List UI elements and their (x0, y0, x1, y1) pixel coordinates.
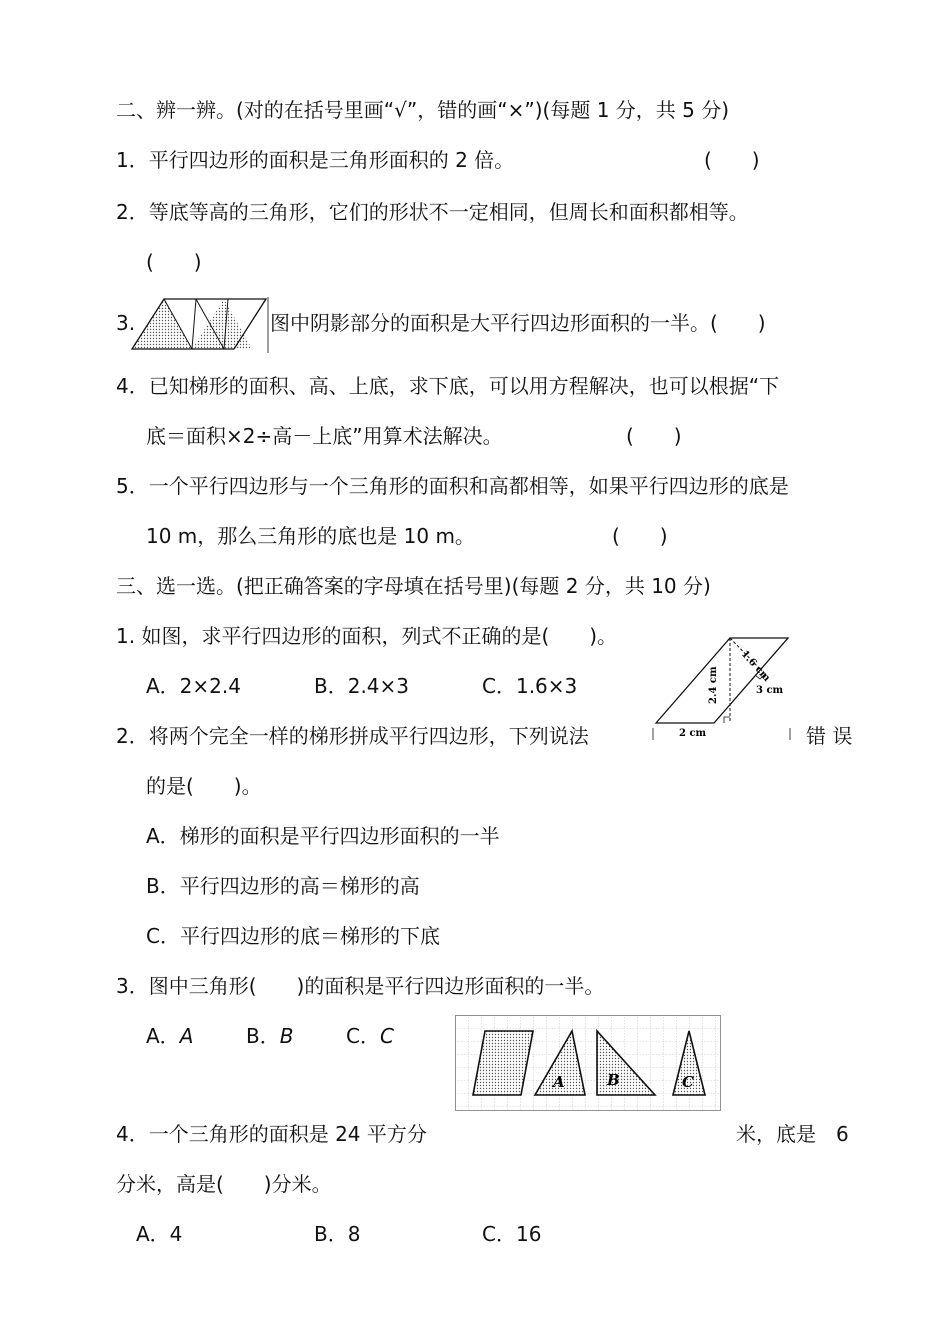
s3-q2-option-c[interactable]: C．平行四边形的底＝梯形的下底 (146, 924, 440, 948)
s3-q1-text: 1. 如图，求平行四边形的面积，列式不正确的是( )。 (116, 624, 618, 648)
label-slant-1-6cm: 1.6 cm (738, 648, 773, 684)
s3-q1-option-c[interactable]: C．1.6×3 (482, 674, 578, 698)
s3-q1-option-a[interactable]: A．2×2.4 (146, 674, 241, 698)
triangle-a-label: A (553, 1073, 565, 1091)
s2-q4-answer-paren[interactable]: ( ) (626, 424, 682, 448)
s3-q3-option-b[interactable] (246, 1026, 293, 1046)
section-3-heading: 三、选一选。(把正确答案的字母填在括号里)(每题 2 分，共 10 分) (116, 574, 711, 598)
s2-q3-text: 图中阴影部分的面积是大平行四边形面积的一半。( ) (270, 311, 766, 335)
triangle-b-label: B (607, 1071, 620, 1089)
s3-q2-text: 2．将两个完全一样的梯形拼成平行四边形，下列说法 (116, 724, 589, 748)
s3-q4-option-c[interactable]: C．16 (482, 1222, 542, 1246)
grid-triangles-figure (455, 1015, 721, 1111)
s3-q2-option-b[interactable]: B．平行四边形的高＝梯形的高 (146, 874, 420, 898)
s2-q5-text-line2: 10 m，那么三角形的底也是 10 m。 (146, 524, 475, 548)
s3-q3-option-c-prefix: C． (346, 1024, 380, 1048)
s3-q2-text-right: 错 误 (806, 724, 853, 748)
s3-q2-text-line2: 的是( )。 (146, 774, 262, 798)
section-2-heading: 二、辨一辨。(对的在括号里画“√”，错的画“×”)(每题 1 分，共 5 分) (116, 98, 730, 122)
s3-q3-option-a-prefix: A． (146, 1024, 180, 1048)
label-side-3cm: 3 cm (756, 685, 784, 696)
s3-q3-option-a[interactable] (146, 1026, 193, 1046)
s3-q3-option-a-letter: A (179, 1024, 194, 1048)
parallelogram-dimension-figure (652, 632, 792, 742)
s3-q1-option-b[interactable]: B．2.4×3 (314, 674, 410, 698)
s3-q3-option-b-prefix: B． (246, 1024, 280, 1048)
s2-q5-answer-paren[interactable]: ( ) (612, 524, 668, 548)
s3-q3-option-c-letter: C (379, 1024, 394, 1048)
s2-q2-text: 2．等底等高的三角形，它们的形状不一定相同，但周长和面积都相等。 (116, 200, 749, 224)
s2-q1-answer-paren[interactable]: ( ) (704, 148, 760, 172)
s3-q4-option-b[interactable]: B．8 (314, 1222, 361, 1246)
label-height-2-4cm: 2.4 cm (708, 666, 719, 704)
s3-q4-text: 4．一个三角形的面积是 24 平方分 (116, 1122, 427, 1146)
s2-q2-answer-paren[interactable]: ( ) (146, 250, 202, 274)
label-base-2cm: 2 cm (679, 728, 707, 739)
s2-q4-text-line2: 底＝面积×2÷高－上底”用算术法解决。 (146, 424, 503, 448)
s3-q3-option-b-letter: B (279, 1024, 294, 1048)
s3-q3-text: 3．图中三角形( )的面积是平行四边形面积的一半。 (116, 974, 605, 998)
s2-q4-text: 4．已知梯形的面积、高、上底，求下底，可以用方程解决，也可以根据“下 (116, 374, 780, 398)
s3-q4-text-line2: 分米，高是( )分米。 (116, 1172, 332, 1196)
s2-q1-text: 1．平行四边形的面积是三角形面积的 2 倍。 (116, 148, 515, 172)
s3-q4-text-right: 米，底是 6 (736, 1122, 849, 1146)
s3-q2-option-a[interactable]: A．梯形的面积是平行四边形面积的一半 (146, 824, 500, 848)
s3-q4-option-a[interactable]: A．4 (136, 1222, 183, 1246)
s2-q3-number: 3. (116, 311, 136, 335)
s2-q5-text: 5．一个平行四边形与一个三角形的面积和高都相等，如果平行四边形的底是 (116, 474, 789, 498)
shaded-parallelogram-figure (128, 295, 270, 355)
triangle-c-label: C (682, 1073, 694, 1091)
s3-q3-option-c[interactable] (346, 1026, 394, 1046)
